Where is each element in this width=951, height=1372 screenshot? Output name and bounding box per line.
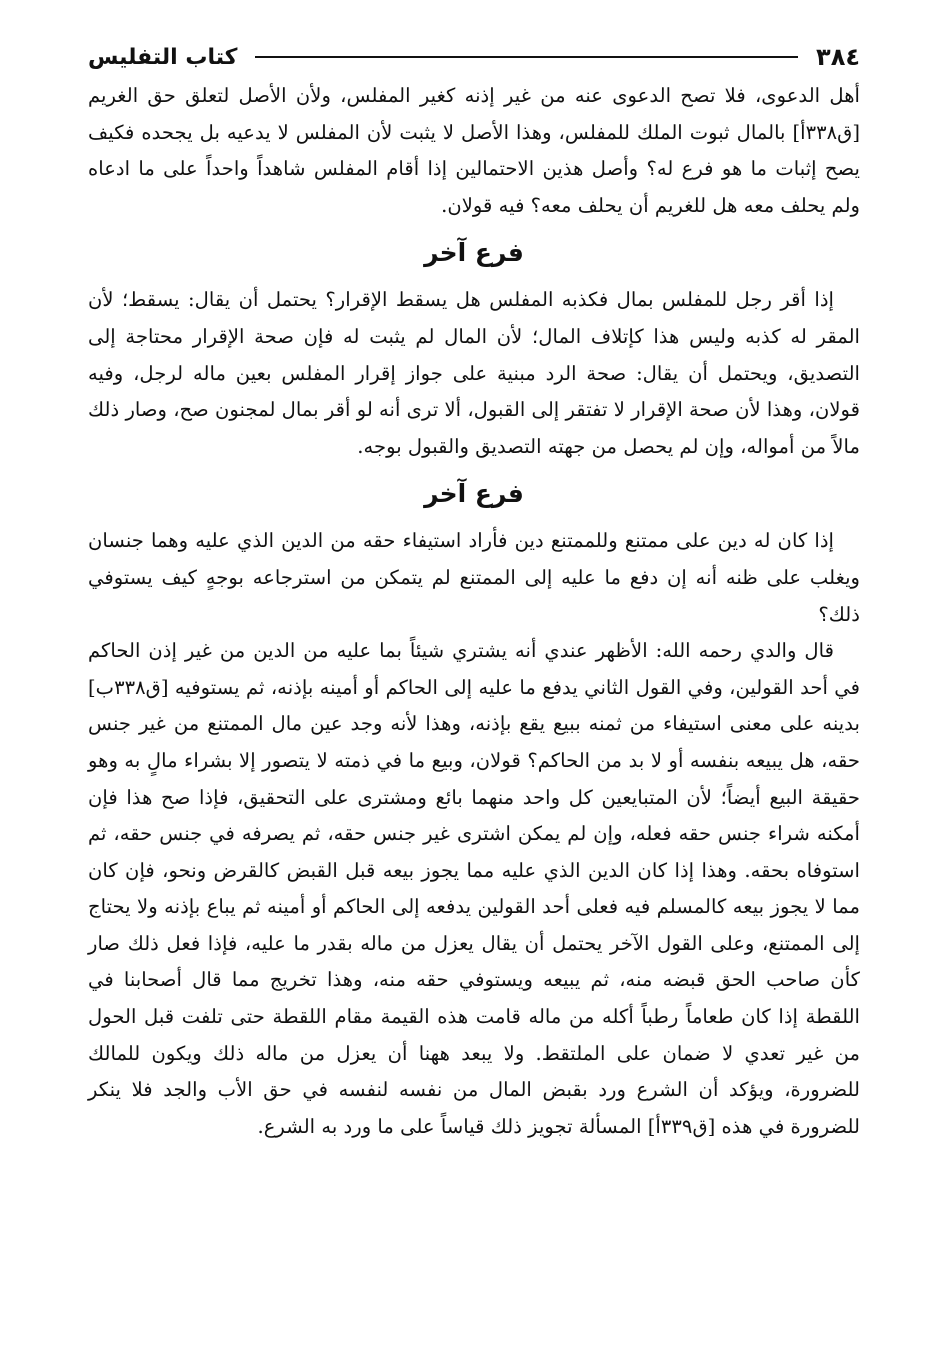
section-heading: فرع آخر	[424, 238, 524, 268]
page-body	[88, 78, 860, 1145]
page-number: ٣٨٤	[816, 43, 860, 71]
page-header	[88, 38, 860, 76]
body-paragraph: قال والدي رحمه الله: الأظهر عندي أنه يشتري شيئاً بما عليه من الدين من غير إذن الحاكم في أحد القولين، وفي القول الثاني يدفع ما عليه إلى الحاكم أو أمينه بإذنه، ثم يستوفيه [ق٣٣٨ب] بدينه على معنى استيفاء من ثمنه ببيع يقع بإذنه، وهذا لأنه وجد عين مال الممتنع من غير جنس حقه، هل يبيعه بنفسه أو لا بد من الحاكم؟ قولان، وبيع ما في ذمته لا يتصور إلا بشراء مالٍ به وهو حقيقة البيع أيضاً؛ لأن المتبايعين كل واحد منهما بائع ومشترى على التحقيق، فإذا صح هذا فإن أمكنه شراء جنس حقه فعله، وإن لم يمكن اشترى غير جنس حقه، ثم يصرفه في جنس حقه، ثم استوفاه بحقه. وهذا إذا كان الدين الذي عليه مما يجوز بيعه قبل القبض كالقرض ونحو، فإن كان مما لا يجوز بيعه كالمسلم فيه فعلى أحد القولين يدفعه إلى الحاكم أو أمينه ثم يباع بإذنه ولا يحتاج إلى الممتنع، وعلى القول الآخر يحتمل أن يقال يعزل من ماله بقدر ما عليه، فإذا فعل ذلك صار كأن صاحب الحق قبضه منه، ثم يبيعه ويستوفي حقه منه، وهذا تخريج مما قال أصحابنا في اللقطة إذا كان طعاماً رطباً أكله من ماله قامت هذه القيمة مقام اللقطة حتى تلفت قبل الحول من غير تعدي لا ضمان على الملتقط. ولا يبعد ههنا أن يعزل من ماله ذلك ويكون للمالك للضرورة، ويؤكد أن الشرع ورد بقبض المال من نفسه لنفسه في حق الأب والجد فلا ينكر للضرورة في هذه [ق٣٣٩أ] المسألة تجويز ذلك قياساً على ما ورد به الشرع.	[88, 639, 860, 1138]
book-page	[88, 38, 860, 1145]
header-rule	[255, 56, 798, 58]
section-heading: فرع آخر	[424, 479, 524, 509]
body-paragraph: أهل الدعوى، فلا تصح الدعوى عنه من غير إذنه كغير المفلس، ولأن الأصل لتعلق حق الغريم [ق٣٣٨أ] بالمال ثبوت الملك للمفلس، وهذا الأصل لا يثبت لأن المفلس لا يدعيه بل يجحده فكيف يصح إثبات ما هو فرع له؟ وأصل هذين الاحتمالين إذا أقام المفلس شاهداً واحداً على ما ادعاه ولم يحلف معه هل للغريم أن يحلف معه؟ فيه قولان.	[88, 84, 860, 217]
book-title: كتاب التفليس	[88, 44, 238, 70]
body-paragraph: إذا كان له دين على ممتنع وللممتنع دين فأراد استيفاء حقه من الدين الذي عليه وهما جنسان ويغلب على ظنه أنه إن دفع ما عليه إلى الممتنع لم يتمكن من استرجاعه بوجهٍ كيف يستوفي ذلك؟	[88, 529, 860, 626]
body-paragraph: إذا أقر رجل للمفلس بمال فكذبه المفلس هل يسقط الإقرار؟ يحتمل أن يقال: يسقط؛ لأن المقر له كذبه وليس هذا كإتلاف المال؛ لأن المال لم يثبت له فإن صحة الإقرار محتاجة إلى التصديق، ويحتمل أن يقال: صحة الرد مبنية على جواز إقرار المفلس بعين ماله لرجل، وفيه قولان، وهذا لأن صحة الإقرار لا تفتقر إلى القبول، ألا ترى أنه لو أقر بمال لمجنون صح، وصار ذلك مالاً من أمواله، وإن لم يحصل من جهته التصديق والقبول بوجه.	[88, 288, 860, 458]
